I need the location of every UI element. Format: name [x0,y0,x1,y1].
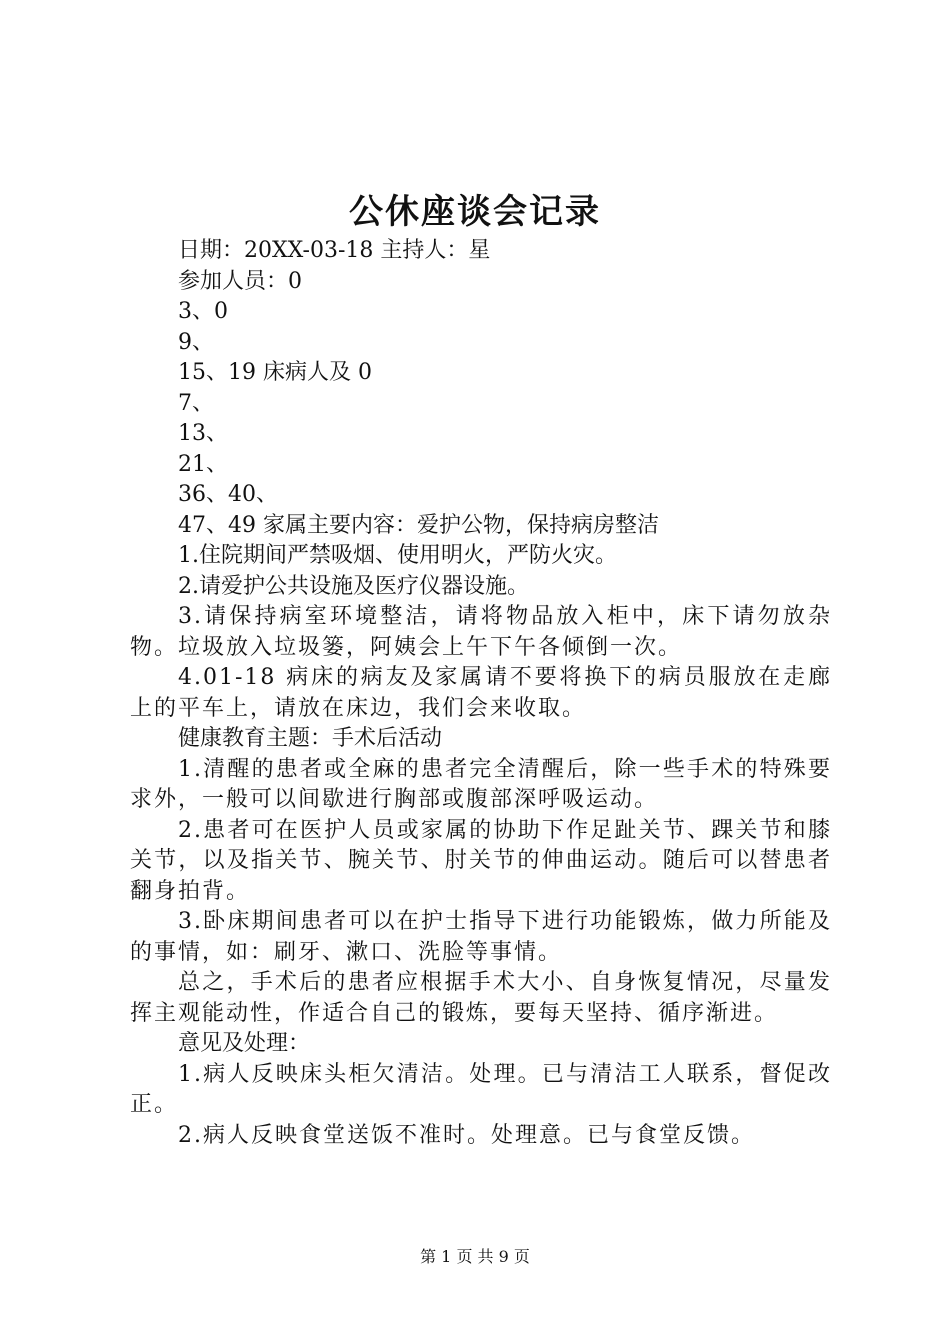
opinion-item-2: 2.病人反映食堂送饭不准时。处理意。已与食堂反馈。 [178,1122,755,1148]
rule-item-4: 4.01-18 病床的病友及家属请不要将换下的病员服放在走廊上的平车上，请放在床边，我们会来收取。 [130,665,832,721]
summary-paragraph: 总之，手术后的患者应根据手术大小、自身恢复情况，尽量发挥主观能动性，作适合自己的锻炼，要每天坚持、循序渐进。 [130,970,832,1026]
rule-item-3: 3.请保持病室环境整洁，请将物品放入柜中，床下请勿放杂物。垃圾放入垃圾篓，阿姨会上午下午各倾倒一次。 [130,604,832,660]
meta-line: 15、19 床病人及 0 [178,360,372,385]
document-body [130,236,832,1151]
meta-line: 7、 [178,390,214,416]
health-item-2: 2.患者可在医护人员或家属的协助下作足趾关节、踝关节和膝关节，以及指关节、腕关节、肘关节的伸曲运动。随后可以替患者翻身拍背。 [130,817,832,904]
main-content-line: 47、49 家属主要内容：爱护公物，保持病房整洁 [178,512,659,538]
meta-line: 9、 [178,329,214,355]
page-footer: 第 1 页 共 9 页 [420,1247,530,1266]
health-item-3: 3.卧床期间患者可以在护士指导下进行功能锻炼，做力所能及的事情，如：刷牙、漱口、洗脸等事情。 [130,909,832,965]
document-title: 公休座谈会记录 [349,192,601,232]
meta-participants: 参加人员：0 [178,268,302,294]
rule-item-2: 2.请爱护公共设施及医疗仪器设施。 [178,573,529,599]
opinion-item-1: 1.病人反映床头柜欠清洁。处理。已与清洁工人联系，督促改正。 [130,1061,832,1117]
meta-line: 36、40、 [178,482,278,507]
meta-line: 3、0 [178,299,228,324]
meta-date-host: 日期：20XX-03-18 主持人：星 [178,238,491,263]
meta-line: 21、 [178,451,228,477]
health-item-1: 1.清醒的患者或全麻的患者完全清醒后，除一些手术的特殊要求外，一般可以间歇进行胸部或腹部深呼吸运动。 [130,756,832,812]
meta-line: 13、 [178,421,228,446]
health-education-heading: 健康教育主题：手术后活动 [178,726,443,751]
rule-item-1: 1.住院期间严禁吸烟、使用明火，严防火灾。 [178,543,617,568]
opinions-heading: 意见及处理： [178,1031,311,1056]
